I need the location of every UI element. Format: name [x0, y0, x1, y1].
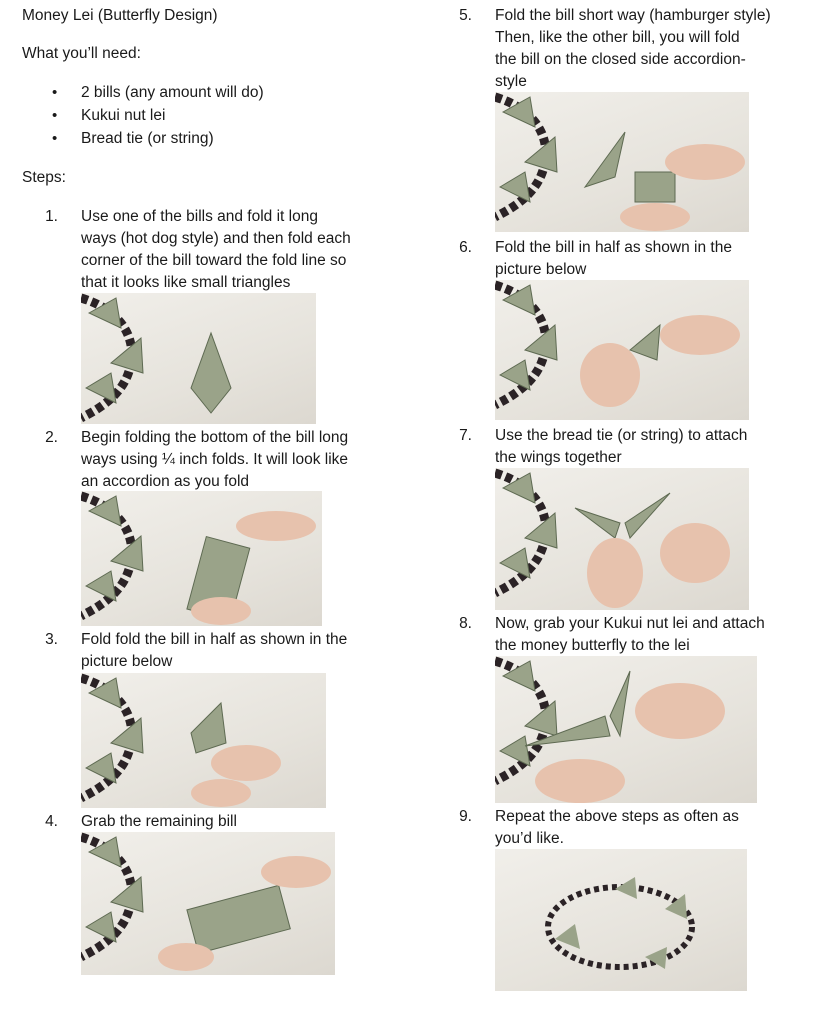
step-line: ways (hot dog style) and then fold each — [81, 230, 351, 247]
step-6-photo — [495, 280, 749, 420]
step-line: Fold the bill in half as shown in the — [495, 239, 732, 256]
step-line: the wings together — [495, 449, 622, 466]
list-item: • Kukui nut lei — [52, 105, 264, 128]
step-line: Fold the bill short way (hamburger style) — [495, 7, 771, 24]
step-7-photo — [495, 468, 749, 610]
step-5-photo — [495, 92, 749, 232]
step-number: 2. — [45, 429, 58, 446]
list-item: • 2 bills (any amount will do) — [52, 82, 264, 105]
steps-heading: Steps: — [22, 169, 66, 186]
step-line: you’d like. — [495, 830, 564, 847]
step-9-photo — [495, 849, 747, 991]
step-line: ways using ¼ inch folds. It will look like — [81, 451, 349, 468]
step-3-photo — [81, 673, 326, 808]
document-title: Money Lei (Butterfly Design) — [22, 7, 218, 24]
needs-list — [52, 82, 264, 151]
step-line: Repeat the above steps as often as — [495, 808, 739, 825]
step-text — [495, 806, 739, 850]
step-line: Begin folding the bottom of the bill long — [81, 429, 349, 446]
step-number: 1. — [45, 208, 58, 225]
step-line: Then, like the other bill, you will fold — [495, 29, 740, 46]
step-text — [81, 811, 237, 833]
step-text — [495, 237, 732, 281]
step-text — [495, 613, 765, 657]
step-text — [81, 206, 351, 294]
step-line: Fold fold the bill in half as shown in the — [81, 631, 348, 648]
step-2-photo — [81, 491, 322, 626]
step-line: the money butterfly to the lei — [495, 637, 690, 654]
step-line: Grab the remaining bill — [81, 813, 237, 830]
step-number: 7. — [459, 427, 472, 444]
step-line: an accordion as you fold — [81, 473, 250, 490]
step-line: picture below — [495, 261, 587, 278]
step-number: 3. — [45, 631, 58, 648]
step-line: that it looks like small triangles — [81, 274, 291, 291]
step-text — [495, 425, 747, 469]
step-line: style — [495, 73, 527, 90]
step-1-photo — [81, 293, 316, 424]
step-text — [81, 629, 347, 673]
step-8-photo — [495, 656, 757, 803]
step-text — [81, 427, 348, 493]
needs-heading: What you’ll need: — [22, 45, 141, 62]
step-number: 9. — [459, 808, 472, 825]
step-line: Use one of the bills and fold it long — [81, 208, 318, 225]
step-number: 5. — [459, 7, 472, 24]
step-line: corner of the bill toward the fold line so — [81, 252, 347, 269]
step-number: 6. — [459, 239, 472, 256]
step-text — [495, 5, 771, 93]
list-item: • Bread tie (or string) — [52, 128, 264, 151]
step-line: picture below — [81, 653, 173, 670]
step-4-photo — [81, 832, 335, 975]
step-line: Now, grab your Kukui nut lei and attach — [495, 615, 765, 632]
step-number: 8. — [459, 615, 472, 632]
step-line: the bill on the closed side accordion- — [495, 51, 746, 68]
step-line: Use the bread tie (or string) to attach — [495, 427, 748, 444]
step-number: 4. — [45, 813, 58, 830]
